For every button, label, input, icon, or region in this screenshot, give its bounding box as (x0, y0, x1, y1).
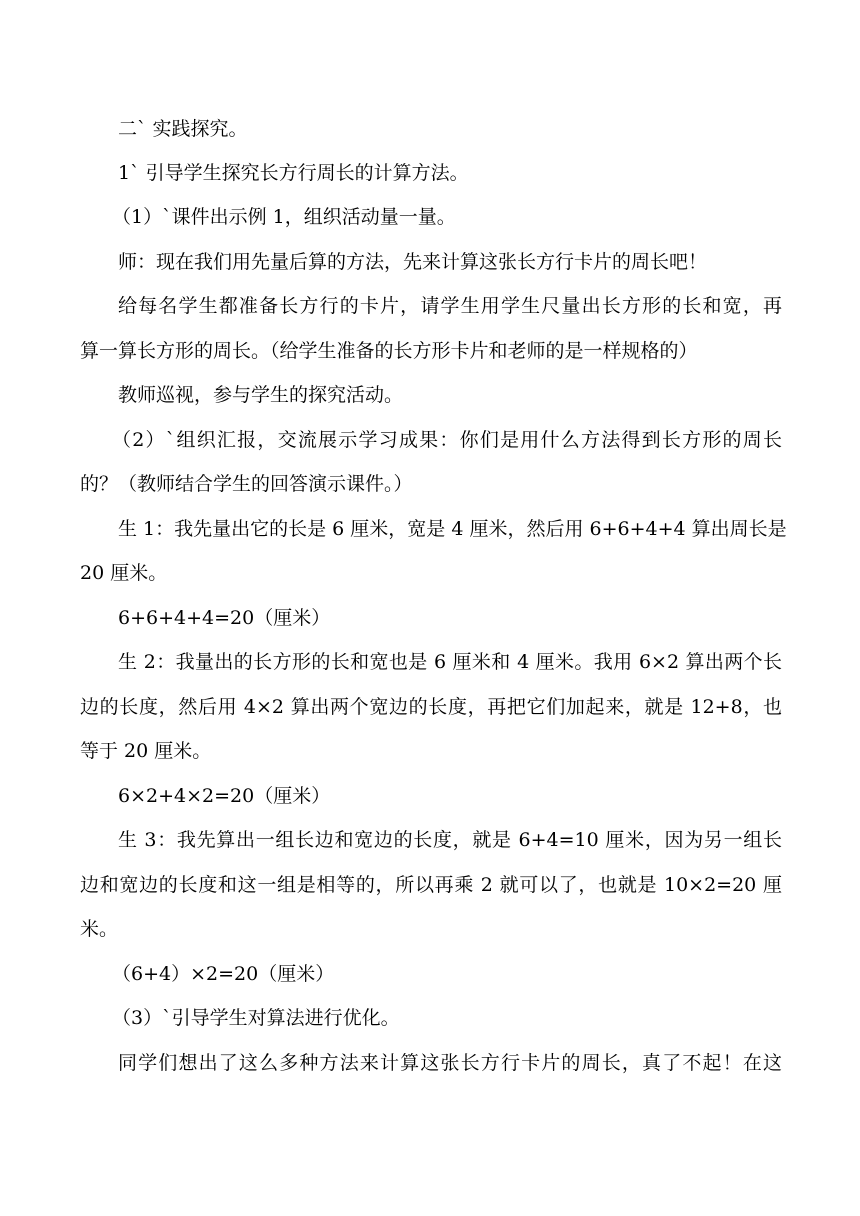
paragraph-line: 米。 (80, 918, 119, 940)
formula-line: （6+4）×2=20（厘米） (112, 963, 335, 985)
paragraph-line: 教师巡视，参与学生的探究活动。 (118, 384, 404, 406)
paragraph-line: 生 3：我先算出一组长边和宽边的长度，就是 6+4=10 厘米，因为另一组长 (118, 829, 782, 851)
paragraph-line: 算一算长方形的周长。（给学生准备的长方形卡片和老师的是一样规格的） (80, 340, 698, 362)
paragraph-line: 等于 20 厘米。 (80, 740, 212, 762)
paragraph-line: 生 1：我先量出它的长是 6 厘米，宽是 4 厘米，然后用 6+6+4+4 算出周长是 (118, 518, 787, 540)
paragraph-line: 生 2：我量出的长方形的长和宽也是 6 厘米和 4 厘米。我用 6×2 算出两个长 (118, 651, 782, 673)
step-heading-1: （1）`课件出示例 1，组织活动量一量。 (112, 206, 456, 228)
subsection-heading: 1` 引导学生探究长方行周长的计算方法。 (118, 162, 469, 184)
step-heading-2: （2）`组织汇报，交流展示学习成果：你们是用什么方法得到长方形的周长 (112, 429, 782, 451)
paragraph-line: 师：现在我们用先量后算的方法，先来计算这张长方行卡片的周长吧！ (118, 251, 708, 273)
section-heading: 二` 实践探究。 (118, 118, 248, 140)
paragraph-line: 边的长度，然后用 4×2 算出两个宽边的长度，再把它们加起来，就是 12+8，也 (80, 696, 782, 718)
paragraph-line: 给每名学生都准备长方行的卡片，请学生用学生尺量出长方形的长和宽，再 (118, 295, 782, 317)
paragraph-line: 同学们想出了这么多种方法来计算这张长方行卡片的周长，真了不起！在这 (118, 1052, 782, 1074)
formula-line: 6+6+4+4=20（厘米） (118, 607, 331, 629)
paragraph-line: 边和宽边的长度和这一组是相等的，所以再乘 2 就可以了，也就是 10×2=20 厘 (80, 874, 782, 896)
step-heading-3: （3）`引导学生对算法进行优化。 (112, 1007, 400, 1029)
paragraph-line: 的？（教师结合学生的回答演示课件。） (80, 473, 413, 495)
paragraph-line: 20 厘米。 (80, 562, 168, 584)
formula-line: 6×2+4×2=20（厘米） (118, 785, 331, 807)
